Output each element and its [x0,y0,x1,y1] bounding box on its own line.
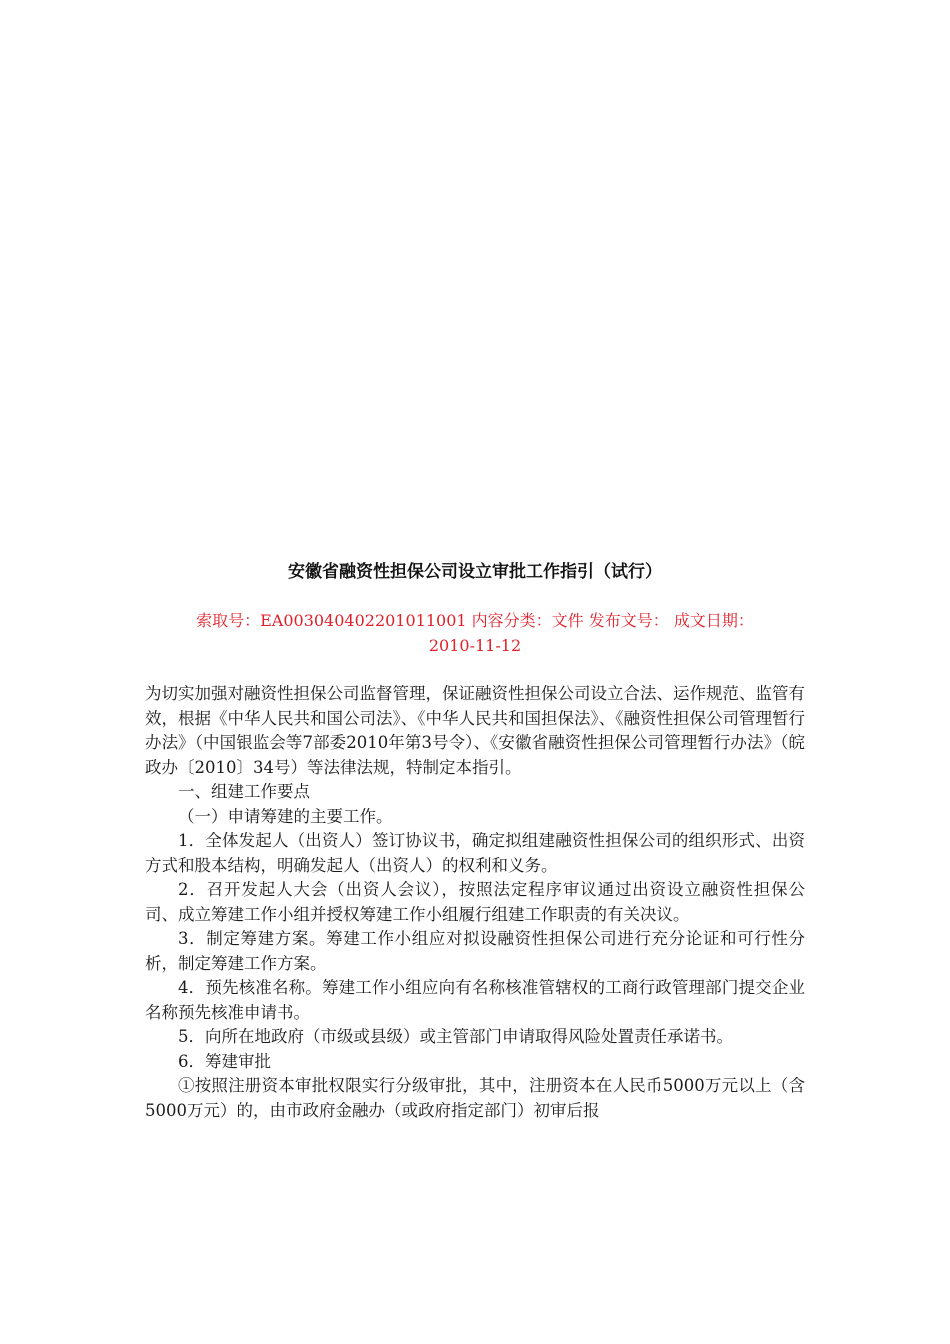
index-number: 索取号：EA003040402201011001 [196,611,467,630]
date-label: 成文日期： [673,611,754,630]
subsection-heading: （一）申请筹建的主要工作。 [178,806,393,826]
paragraph-item: 3．制定筹建方案。筹建工作小组应对拟设融资性担保公司进行充分论证和可行性分析，制定筹建工作方案。 [145,929,805,973]
paragraph-item: 6．筹建审批 [178,1051,271,1071]
paragraph-item: 2．召开发起人大会（出资人会议），按照法定程序审议通过出资设立融资性担保公司、成立筹建工作小组并授权筹建工作小组履行组建工作职责的有关决议。 [145,880,805,924]
document-number: 发布文号： [588,611,669,630]
document-meta [145,608,805,658]
intro-paragraph: 为切实加强对融资性担保公司监督管理，保证融资性担保公司设立合法、运作规范、监管有效，根据《中华人民共和国公司法》、《中华人民共和国担保法》、《融资性担保公司管理暂行办法》（中国银监会等7部委2010年第3号令）、《安徽省融资性担保公司管理暂行办法》（皖政办〔2010〕34号）等法律法规，特制定本指引。 [145,684,805,777]
paragraph-item: 4．预先核准名称。筹建工作小组应向有名称核准管辖权的工商行政管理部门提交企业名称预先核准申请书。 [145,978,805,1022]
document-page [145,560,805,1123]
date-value: 2010-11-12 [428,636,522,655]
content-category: 内容分类：文件 [471,611,584,630]
section-heading: 一、组建工作要点 [178,782,310,801]
document-title: 安徽省融资性担保公司设立审批工作指引（试行） [288,562,662,582]
paragraph-item: ①按照注册资本审批权限实行分级审批，其中，注册资本在人民币5000万元以上（含5000万元）的，由市政府金融办（或政府指定部门）初审后报 [145,1076,805,1120]
paragraph-item: 1．全体发起人（出资人）签订协议书，确定拟组建融资性担保公司的组织形式、出资方式和股本结构，明确发起人（出资人）的权利和义务。 [145,831,805,875]
document-body [145,682,805,1123]
paragraph-item: 5．向所在地政府（市级或县级）或主管部门申请取得风险处置责任承诺书。 [178,1027,733,1046]
